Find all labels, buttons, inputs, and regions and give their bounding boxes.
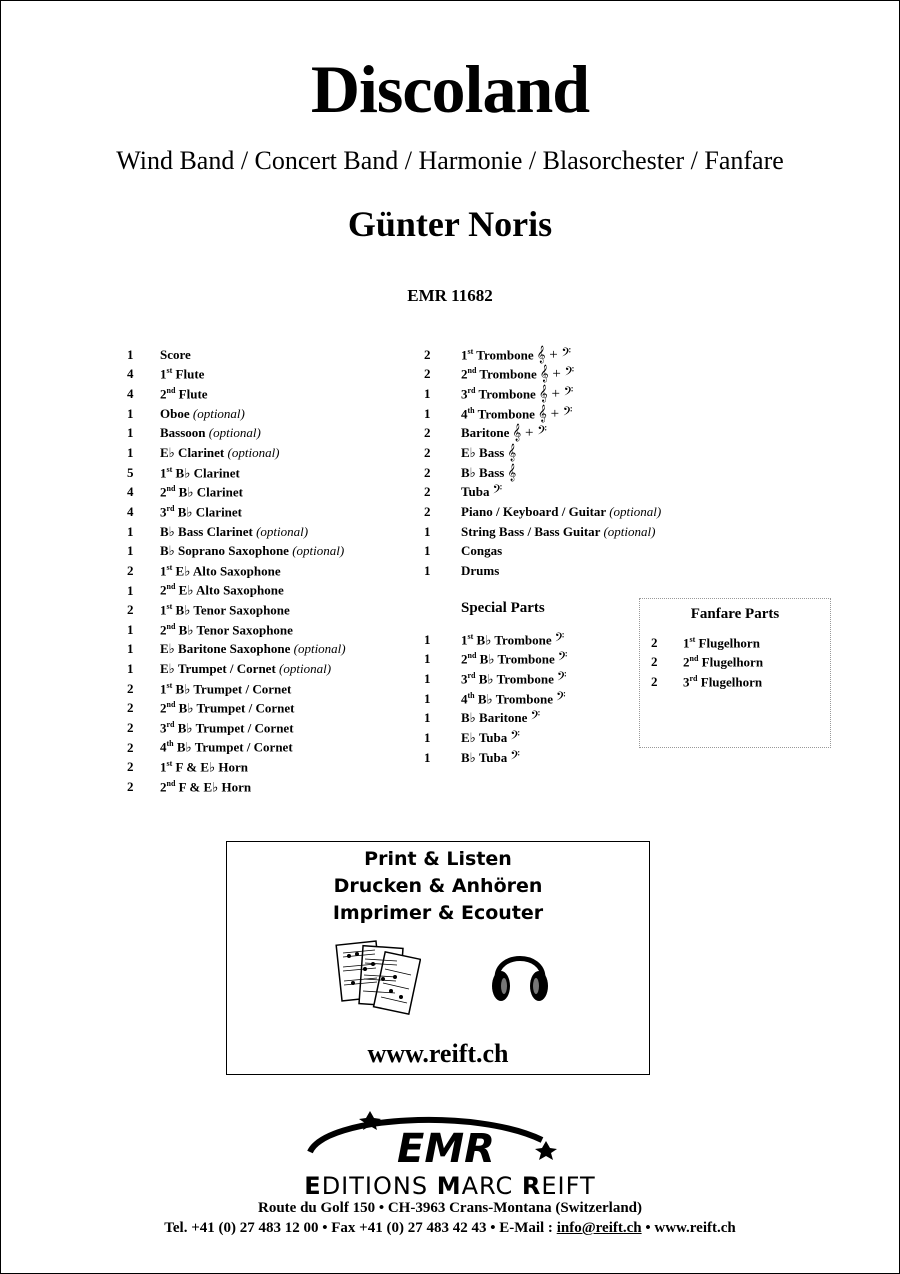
part-row: [424, 482, 661, 502]
clef-icon: 𝄞: [507, 445, 517, 462]
part-quantity: 2: [127, 739, 134, 755]
clef-icon: 𝄢: [492, 484, 503, 501]
clef-icon: 𝄞 + 𝄢: [512, 425, 547, 442]
clef-icon: 𝄢: [510, 749, 520, 766]
part-row: [127, 600, 346, 620]
promo-line-french: Imprimer & Ecouter: [332, 902, 544, 924]
part-row: [424, 404, 661, 424]
promo-line-german: Drucken & Anhören: [333, 875, 543, 897]
part-quantity: 2: [424, 503, 431, 519]
part-quantity: 2: [651, 654, 658, 670]
clef-icon: 𝄞 + 𝄢: [538, 386, 574, 403]
part-quantity: 4: [127, 503, 134, 519]
part-name: Score: [160, 346, 191, 362]
part-row: [127, 679, 346, 699]
part-row: [424, 748, 567, 768]
part-name: Baritone: [461, 425, 510, 441]
part-name: 2nd Trombone: [461, 366, 537, 382]
clef-icon: 𝄞: [507, 464, 517, 481]
fanfare-parts-list: [651, 633, 763, 692]
special-parts-list: [424, 630, 567, 767]
part-row: [424, 541, 661, 561]
part-row: [651, 653, 763, 673]
part-name: 4th Trombone: [461, 405, 535, 421]
part-row: [127, 404, 346, 424]
part-quantity: 2: [424, 346, 431, 362]
part-name: 1st Trombone: [461, 346, 534, 362]
part-row: [651, 633, 763, 653]
optional-label: (optional): [292, 543, 345, 559]
part-quantity: 1: [127, 641, 134, 657]
part-name: Piano / Keyboard / Guitar (optional): [461, 503, 662, 519]
parts-list-column-1: [127, 345, 346, 797]
part-row: [424, 650, 567, 670]
publisher-contact: Tel. +41 (0) 27 483 12 00 • Fax +41 (0) 27 483 42 43 • E-Mail : info@reift.ch • www.reift.ch: [164, 1220, 736, 1236]
part-quantity: 2: [651, 674, 658, 690]
part-quantity: 1: [424, 690, 431, 706]
part-quantity: 4: [127, 366, 134, 382]
clef-icon: 𝄞 + 𝄢: [539, 366, 575, 383]
part-quantity: 1: [424, 749, 431, 765]
part-quantity: 2: [127, 680, 134, 696]
part-row: [127, 738, 346, 758]
part-row: [424, 728, 567, 748]
part-row: [127, 718, 346, 738]
part-row: [127, 384, 346, 404]
part-row: [424, 365, 661, 385]
part-row: [424, 522, 661, 542]
part-name: B♭ Baritone: [461, 710, 528, 726]
clef-icon: 𝄢: [556, 671, 567, 688]
part-name: 2nd Flute: [160, 385, 208, 402]
part-name: B♭ Soprano Saxophone (optional): [160, 543, 345, 559]
part-row: [127, 443, 346, 463]
composer-name: Günter Noris: [347, 204, 553, 244]
optional-label: (optional): [279, 661, 332, 677]
publisher-address: Route du Golf 150 • CH-3963 Crans-Montana (Switzerland): [258, 1200, 642, 1216]
part-name: 1st B♭ Trumpet / Cornet: [160, 680, 292, 696]
part-name: 3rd B♭ Trumpet / Cornet: [160, 719, 294, 736]
part-name: 2nd Flugelhorn: [683, 654, 764, 670]
part-quantity: 2: [424, 445, 431, 461]
part-quantity: 2: [424, 366, 431, 382]
part-quantity: 1: [127, 445, 134, 461]
ensemble-subtitle: Wind Band / Concert Band / Harmonie / Blasorchester / Fanfare: [116, 146, 784, 175]
part-name: 1st Flugelhorn: [683, 634, 760, 650]
emr-logo: [306, 1110, 562, 1174]
part-row: [424, 345, 661, 365]
part-quantity: 1: [424, 543, 431, 559]
part-name: String Bass / Bass Guitar (optional): [461, 523, 656, 539]
page-title: Discoland: [310, 51, 590, 127]
fanfare-parts-heading: Fanfare Parts: [690, 606, 780, 622]
publisher-name: EDITIONS MARC REIFT: [304, 1172, 596, 1200]
part-row: [127, 581, 346, 601]
headphones-icon: [489, 940, 551, 1006]
part-quantity: 1: [424, 671, 431, 687]
part-name: 2nd B♭ Trumpet / Cornet: [160, 700, 295, 716]
part-name: Congas: [461, 543, 503, 559]
part-name: Bassoon (optional): [160, 425, 261, 441]
part-row: [424, 384, 661, 404]
clef-icon: 𝄢: [530, 710, 541, 727]
part-quantity: 2: [127, 719, 134, 735]
clef-icon: 𝄢: [556, 690, 566, 707]
part-quantity: 2: [127, 562, 134, 578]
part-quantity: 1: [424, 386, 431, 402]
part-name: 1st B♭ Tenor Saxophone: [160, 601, 290, 618]
part-quantity: 1: [127, 661, 134, 677]
part-name: E♭ Tuba: [461, 730, 508, 746]
part-name: 2nd B♭ Tenor Saxophone: [160, 621, 293, 637]
part-name: 4th B♭ Trombone: [461, 690, 553, 706]
part-name: 3rd Flugelhorn: [683, 673, 763, 690]
part-row: [127, 463, 346, 483]
special-parts-heading: Special Parts: [461, 600, 545, 616]
part-quantity: 1: [424, 730, 431, 746]
part-row: [424, 561, 661, 581]
clef-icon: 𝄢: [557, 651, 568, 668]
fanfare-parts-box: [639, 598, 831, 748]
part-name: 2nd B♭ Clarinet: [160, 484, 243, 500]
part-name: Tuba: [461, 484, 490, 500]
part-quantity: 4: [127, 484, 134, 500]
part-row: [424, 463, 661, 483]
part-row: [127, 561, 346, 581]
optional-label: (optional): [603, 523, 656, 539]
part-row: [424, 669, 567, 689]
part-name: 2nd F & E♭ Horn: [160, 778, 252, 795]
part-quantity: 1: [127, 543, 134, 559]
part-name: 1st B♭ Clarinet: [160, 464, 240, 480]
part-row: [424, 689, 567, 709]
part-quantity: 1: [127, 621, 134, 637]
part-quantity: 4: [127, 386, 134, 402]
promo-url: www.reift.ch: [367, 1039, 509, 1068]
part-name: E♭ Bass: [461, 445, 505, 461]
promo-line-english: Print & Listen: [364, 848, 512, 870]
optional-label: (optional): [192, 405, 245, 421]
part-quantity: 1: [424, 405, 431, 421]
part-name: 2nd E♭ Alto Saxophone: [160, 582, 284, 598]
part-quantity: 2: [424, 484, 431, 500]
part-quantity: 2: [424, 464, 431, 480]
part-row: [127, 365, 346, 385]
part-name: 4th B♭ Trumpet / Cornet: [160, 739, 293, 755]
parts-list-column-2: [424, 345, 661, 581]
part-name: 2nd B♭ Trombone: [461, 651, 555, 667]
part-row: [127, 640, 346, 660]
part-row: [424, 709, 567, 729]
sheet-music-icon: [335, 939, 421, 1019]
part-row: [127, 345, 346, 365]
email-link[interactable]: info@reift.ch: [556, 1220, 642, 1236]
part-name: E♭ Baritone Saxophone (optional): [160, 641, 346, 657]
part-row: [127, 620, 346, 640]
clef-icon: 𝄞 + 𝄢: [536, 346, 572, 363]
part-name: B♭ Bass Clarinet (optional): [160, 523, 309, 539]
part-row: [127, 699, 346, 719]
part-quantity: 1: [127, 425, 134, 441]
optional-label: (optional): [227, 445, 280, 461]
part-quantity: 1: [424, 710, 431, 726]
part-name: 1st F & E♭ Horn: [160, 759, 248, 775]
part-quantity: 2: [127, 759, 134, 775]
part-name: B♭ Tuba: [461, 749, 508, 765]
part-quantity: 5: [127, 464, 134, 480]
optional-label: (optional): [293, 641, 346, 657]
part-quantity: 2: [127, 602, 134, 618]
clef-icon: 𝄢: [510, 730, 520, 747]
part-row: [651, 672, 763, 692]
part-row: [424, 502, 661, 522]
part-name: Drums: [461, 562, 500, 578]
part-row: [127, 482, 346, 502]
emr-logo-text: EMR: [397, 1126, 495, 1172]
part-row: [424, 424, 661, 444]
part-name: B♭ Bass: [461, 464, 505, 480]
part-name: E♭ Trumpet / Cornet (optional): [160, 661, 332, 677]
clef-icon: 𝄞 + 𝄢: [537, 405, 573, 422]
part-name: E♭ Clarinet (optional): [160, 445, 280, 461]
part-name: 1st B♭ Trombone: [461, 631, 552, 647]
part-quantity: 2: [127, 778, 134, 794]
part-row: [424, 443, 661, 463]
optional-label: (optional): [208, 425, 261, 441]
part-row: [127, 541, 346, 561]
optional-label: (optional): [256, 523, 309, 539]
clef-icon: 𝄢: [554, 631, 565, 648]
part-quantity: 1: [424, 523, 431, 539]
part-quantity: 1: [424, 631, 431, 647]
part-row: [127, 777, 346, 797]
part-row: [424, 630, 567, 650]
part-row: [127, 502, 346, 522]
part-quantity: 2: [424, 425, 431, 441]
optional-label: (optional): [609, 503, 662, 519]
part-name: 3rd B♭ Clarinet: [160, 503, 243, 520]
part-quantity: 2: [127, 700, 134, 716]
part-name: 3rd B♭ Trombone: [461, 670, 554, 687]
catalog-number: EMR 11682: [407, 286, 493, 305]
part-row: [127, 522, 346, 542]
part-name: 3rd Trombone: [461, 385, 536, 402]
part-name: 1st E♭ Alto Saxophone: [160, 562, 281, 579]
part-name: Oboe (optional): [160, 405, 245, 421]
part-quantity: 1: [127, 405, 134, 421]
part-quantity: 1: [424, 562, 431, 578]
part-quantity: 1: [127, 582, 134, 598]
print-listen-box: [226, 841, 650, 1075]
part-quantity: 1: [127, 523, 134, 539]
part-quantity: 1: [127, 346, 134, 362]
part-row: [127, 757, 346, 777]
part-quantity: 1: [424, 651, 431, 667]
part-quantity: 2: [651, 634, 658, 650]
part-row: [127, 424, 346, 444]
part-row: [127, 659, 346, 679]
part-name: 1st Flute: [160, 366, 205, 382]
